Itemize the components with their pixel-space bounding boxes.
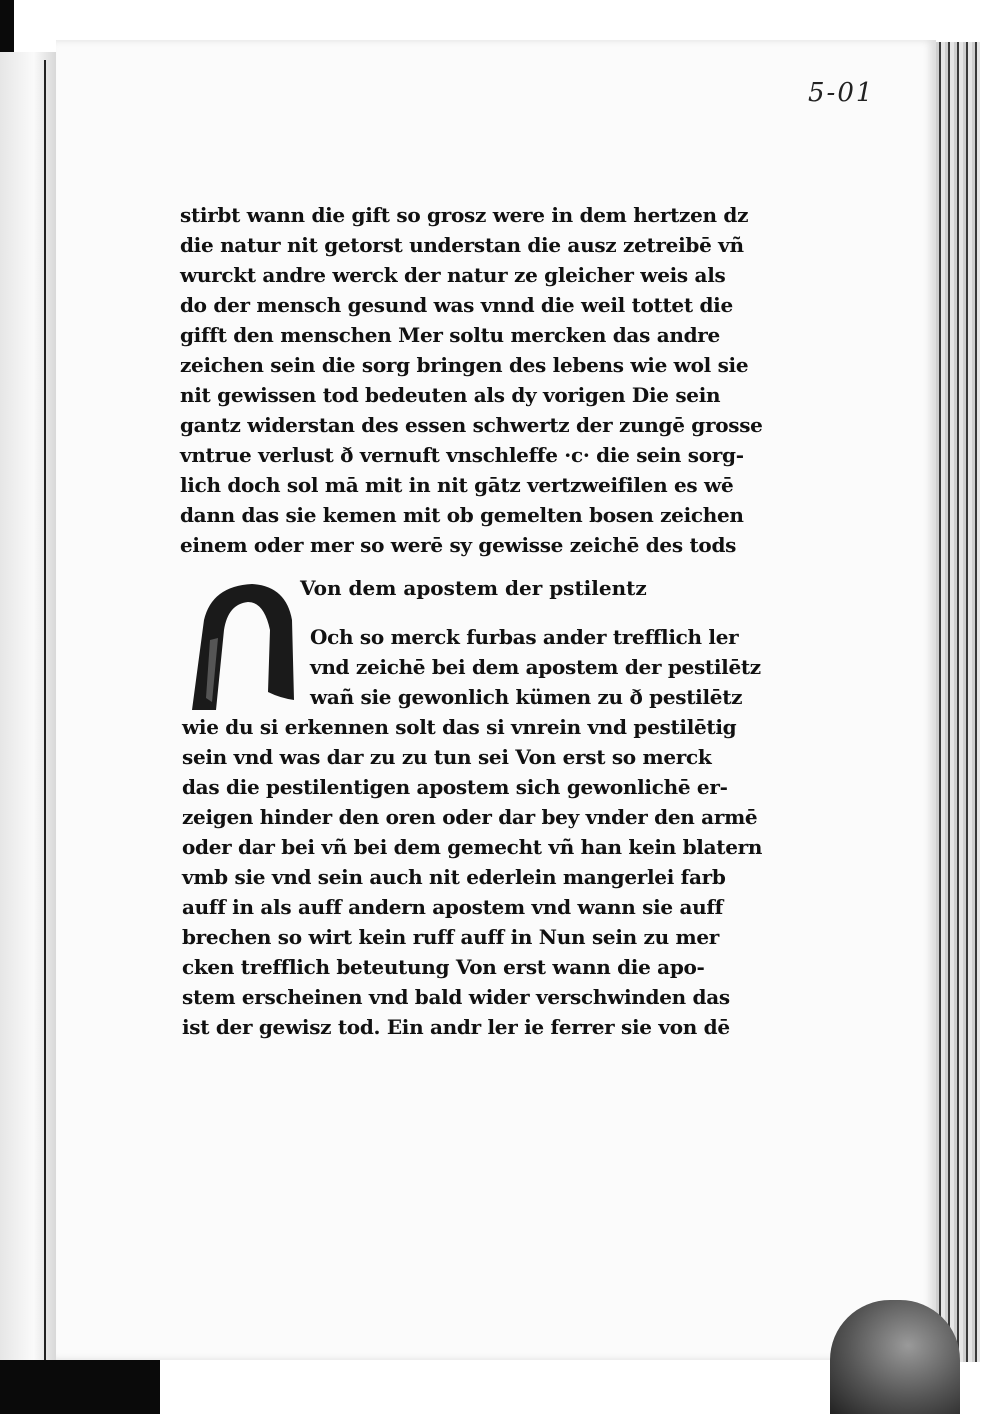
text-line: Och so merck furbas ander trefflich ler xyxy=(310,625,739,649)
left-page-edge xyxy=(0,52,59,1382)
text-line: gantz widerstan des essen schwertz der zungē grosse xyxy=(180,413,763,437)
text-line: vnd zeichē bei dem apostem der pestilētz xyxy=(310,655,761,679)
text-line: sein vnd was dar zu zu tun sei Von erst so merck xyxy=(182,745,712,769)
text-line: brechen so wirt kein ruff auff in Nun sein zu mer xyxy=(182,925,720,949)
scan-border-bottom-left xyxy=(0,1360,160,1414)
text-line: gifft den menschen Mer soltu mercken das andre xyxy=(180,323,720,347)
paragraph-2 xyxy=(182,622,763,1042)
text-line: oder dar bei vñ bei dem gemecht vñ han kein blatern xyxy=(182,835,763,859)
text-line: zeichen sein die sorg bringen des lebens wie wol sie xyxy=(180,353,749,377)
text-line: stem erscheinen vnd bald wider verschwinden das xyxy=(182,985,730,1009)
text-line: wañ sie gewonlich kümen zu ð pestilētz xyxy=(310,685,743,709)
text-line: wie du si erkennen solt das si vnrein vnd pestilētig xyxy=(182,715,737,739)
text-line: auff in als auff andern apostem vnd wann sie auff xyxy=(182,895,723,919)
text-line: das die pestilentigen apostem sich gewonlichē er- xyxy=(182,775,728,799)
paragraph-1 xyxy=(180,200,763,560)
gutter-line xyxy=(44,60,46,1380)
text-line: vntrue verlust ð vernuft vnschleffe ·c· die sein sorg- xyxy=(180,443,744,467)
text-line: dann das sie kemen mit ob gemelten bosen zeichen xyxy=(180,503,744,527)
section-heading: Von dem apostem der pstilentz xyxy=(300,576,647,600)
holding-thumb xyxy=(830,1300,960,1414)
text-line: nit gewissen tod bedeuten als dy vorigen Die sein xyxy=(180,383,721,407)
text-line: ist der gewisz tod. Ein andr ler ie ferrer sie von dē xyxy=(182,1015,730,1039)
text-line: einem oder mer so werē sy gewisse zeichē des tods xyxy=(180,533,737,557)
text-line: do der mensch gesund was vnnd die weil tottet die xyxy=(180,293,733,317)
folio-number: 5-01 xyxy=(808,78,875,108)
text-line: vmb sie vnd sein auch nit ederlein mangerlei farb xyxy=(182,865,726,889)
text-line: lich doch sol mā mit in nit gātz vertzweifilen es wē xyxy=(180,473,734,497)
text-line: zeigen hinder den oren oder dar bey vnder den armē xyxy=(182,805,758,829)
text-line: cken trefflich beteutung Von erst wann die apo- xyxy=(182,955,705,979)
text-line: wurckt andre werck der natur ze gleicher weis als xyxy=(180,263,726,287)
text-line: die natur nit getorst understan die ausz zetreibē vñ xyxy=(180,233,744,257)
page-edges xyxy=(936,42,980,1362)
text-line: stirbt wann die gift so grosz were in dem hertzen dz xyxy=(180,203,749,227)
